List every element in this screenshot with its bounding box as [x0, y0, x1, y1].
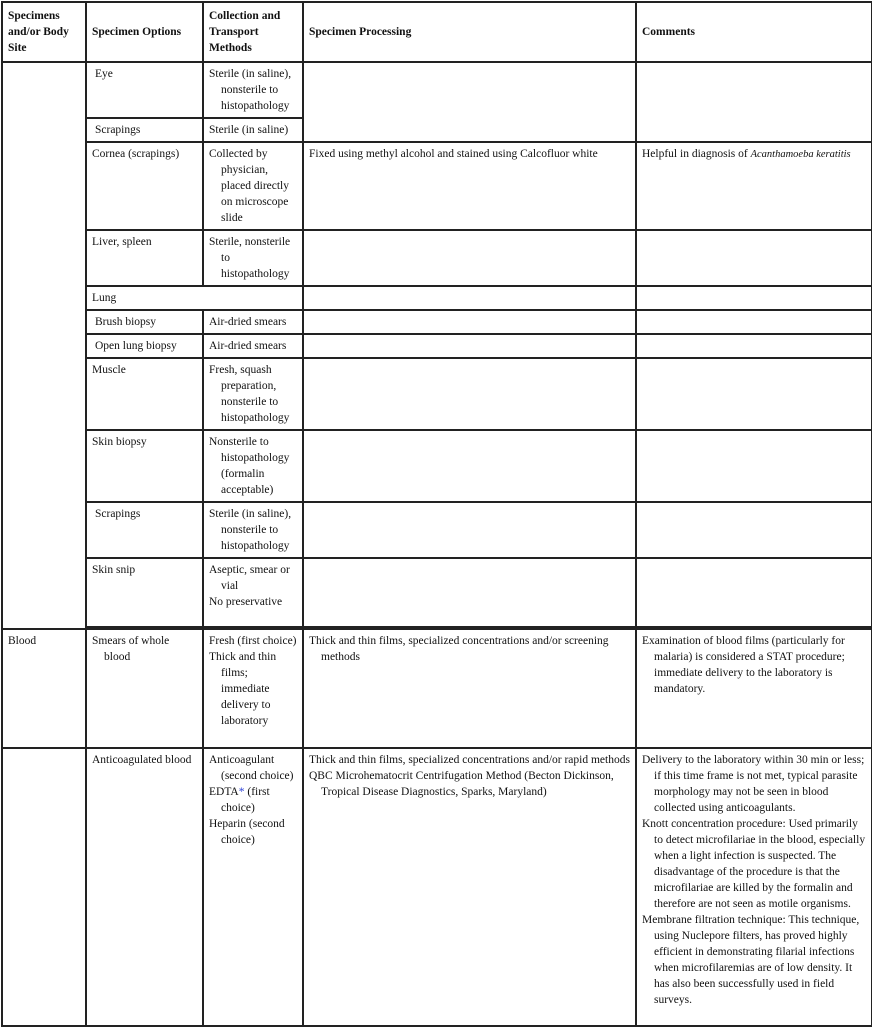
- collection-anticoag-line3: Heparin (second choice): [209, 818, 285, 846]
- collection-anticoag-line1: Anticoagulant (second choice): [209, 754, 294, 782]
- table-row: [2, 230, 872, 286]
- collection-open-lung-biopsy: Air-dried smears: [203, 334, 303, 358]
- collection-skin-scrapings: Sterile (in saline), nonsterile to histopathology: [203, 502, 303, 558]
- table-row: [2, 748, 872, 1026]
- processing-anticoag-line2: QBC Microhematocrit Centrifugation Method (Becton Dickinson, Tropical Disease Diagnostics, Sparks, Maryland): [309, 770, 614, 798]
- option-cornea: Cornea (scrapings): [86, 142, 203, 230]
- comments-muscle: [636, 358, 872, 430]
- edta-text: EDTA: [209, 786, 239, 798]
- comments-open-lung-biopsy: [636, 334, 872, 358]
- option-brush-biopsy: Brush biopsy: [86, 310, 203, 334]
- processing-liver-spleen: [303, 230, 636, 286]
- option-muscle: Muscle: [86, 358, 203, 430]
- header-collection-transport: Collection and Transport Methods: [203, 2, 303, 62]
- footnote-asterisk-link[interactable]: *: [238, 786, 245, 798]
- collection-skin-snip: [203, 558, 303, 627]
- collection-eye-scrapings: Sterile (in saline): [203, 118, 303, 142]
- comment-anticoag-knott: Knott concentration procedure: Used primarily to detect microfilariae in the blood, especially when a light infection is suspected. The disadvantage of the procedure is that the microfilariae are killed by the formalin and therefore are not seen as motile organisms.: [642, 818, 866, 910]
- table-row: [2, 629, 872, 748]
- option-skin-snip: Skin snip: [86, 558, 203, 627]
- comment-anticoag-delivery: Delivery to the laboratory within 30 min or less; if this time frame is not met, typical parasite morphology may not be seen in blood collected using anticoagulants.: [642, 754, 865, 814]
- table-row: [2, 62, 872, 118]
- processing-muscle: [303, 358, 636, 430]
- collection-skin-snip-line2: No preservative: [209, 596, 283, 608]
- collection-liver-spleen: Sterile, nonsterile to histopathology: [203, 230, 303, 286]
- table-row: [2, 358, 872, 430]
- comment-anticoag-membrane: Membrane filtration technique: This technique, using Nuclepore filters, has proved highly efficient in demonstrating filarial infections when microfilaremias are of low density. It has also been successfully used in field surveys.: [642, 914, 860, 1006]
- table-row: [2, 310, 872, 334]
- table-row: [2, 334, 872, 358]
- collection-anticoagulated-blood: [203, 748, 303, 1026]
- processing-anticoag-line1: Thick and thin films, specialized concentrations and/or rapid methods: [309, 754, 630, 766]
- collection-skin-snip-line1: Aseptic, smear or vial: [209, 564, 290, 592]
- site-cell-empty: [2, 62, 86, 629]
- processing-anticoagulated-blood: [303, 748, 636, 1026]
- option-lung: Lung: [86, 286, 303, 310]
- processing-open-lung-biopsy: [303, 334, 636, 358]
- processing-brush-biopsy: [303, 310, 636, 334]
- collection-anticoag-line2: [209, 784, 298, 816]
- option-liver-spleen: Liver, spleen: [86, 230, 203, 286]
- table-row: [2, 502, 872, 558]
- header-specimens-body-site: Specimens and/or Body Site: [2, 2, 86, 62]
- processing-smears-whole-blood: Thick and thin films, specialized concentrations and/or screening methods: [303, 629, 636, 748]
- comments-skin-scrapings: [636, 502, 872, 558]
- table-row: [2, 142, 872, 230]
- comments-brush-biopsy: [636, 310, 872, 334]
- comments-smears-whole-blood: Examination of blood films (particularly for malaria) is considered a STAT procedure; immediate delivery to the laboratory is mandatory.: [636, 629, 872, 748]
- collection-brush-biopsy: Air-dried smears: [203, 310, 303, 334]
- site-blood: Blood: [2, 629, 86, 748]
- specimen-table: [1, 1, 872, 1027]
- comments-skin-biopsy: [636, 430, 872, 502]
- processing-skin-biopsy: [303, 430, 636, 502]
- comment-cornea-text: Helpful in diagnosis of: [642, 148, 751, 160]
- table-row: [2, 430, 872, 502]
- processing-skin-snip: [303, 558, 636, 627]
- option-skin-biopsy: Skin biopsy: [86, 430, 203, 502]
- comments-eye: [636, 62, 872, 142]
- comments-skin-snip: [636, 558, 872, 627]
- header-specimen-options: Specimen Options: [86, 2, 203, 62]
- option-smears-whole-blood: Smears of whole blood: [86, 629, 203, 748]
- site-cell-empty: [2, 748, 86, 1026]
- collection-smears-line2: Thick and thin films; immediate delivery to laboratory: [209, 651, 277, 727]
- option-anticoagulated-blood: Anticoagulated blood: [86, 748, 203, 1026]
- table-row: [2, 558, 872, 627]
- processing-eye: [303, 62, 636, 142]
- collection-skin-biopsy: Nonsterile to histopathology (formalin acceptable): [203, 430, 303, 502]
- processing-lung: [303, 286, 636, 310]
- comments-liver-spleen: [636, 230, 872, 286]
- collection-cornea: Collected by physician, placed directly on microscope slide: [203, 142, 303, 230]
- comment-cornea-organism: Acanthamoeba keratitis: [750, 149, 851, 160]
- option-eye: Eye: [86, 62, 203, 118]
- header-specimen-processing: Specimen Processing: [303, 2, 636, 62]
- collection-smears-whole-blood: [203, 629, 303, 748]
- option-skin-scrapings: Scrapings: [86, 502, 203, 558]
- option-eye-scrapings: Scrapings: [86, 118, 203, 142]
- comments-lung: [636, 286, 872, 310]
- table-row: [2, 286, 872, 310]
- header-row: [2, 2, 872, 62]
- option-open-lung-biopsy: Open lung biopsy: [86, 334, 203, 358]
- header-comments: Comments: [636, 2, 872, 62]
- comments-anticoagulated-blood: [636, 748, 872, 1026]
- processing-skin-scrapings: [303, 502, 636, 558]
- collection-muscle: Fresh, squash preparation, nonsterile to histopathology: [203, 358, 303, 430]
- collection-smears-line1: Fresh (first choice): [209, 635, 297, 647]
- collection-eye: Sterile (in saline), nonsterile to histopathology: [203, 62, 303, 118]
- processing-cornea: Fixed using methyl alcohol and stained using Calcofluor white: [303, 142, 636, 230]
- comments-cornea: [636, 142, 872, 230]
- edta-choice-text: (first choice): [221, 786, 270, 814]
